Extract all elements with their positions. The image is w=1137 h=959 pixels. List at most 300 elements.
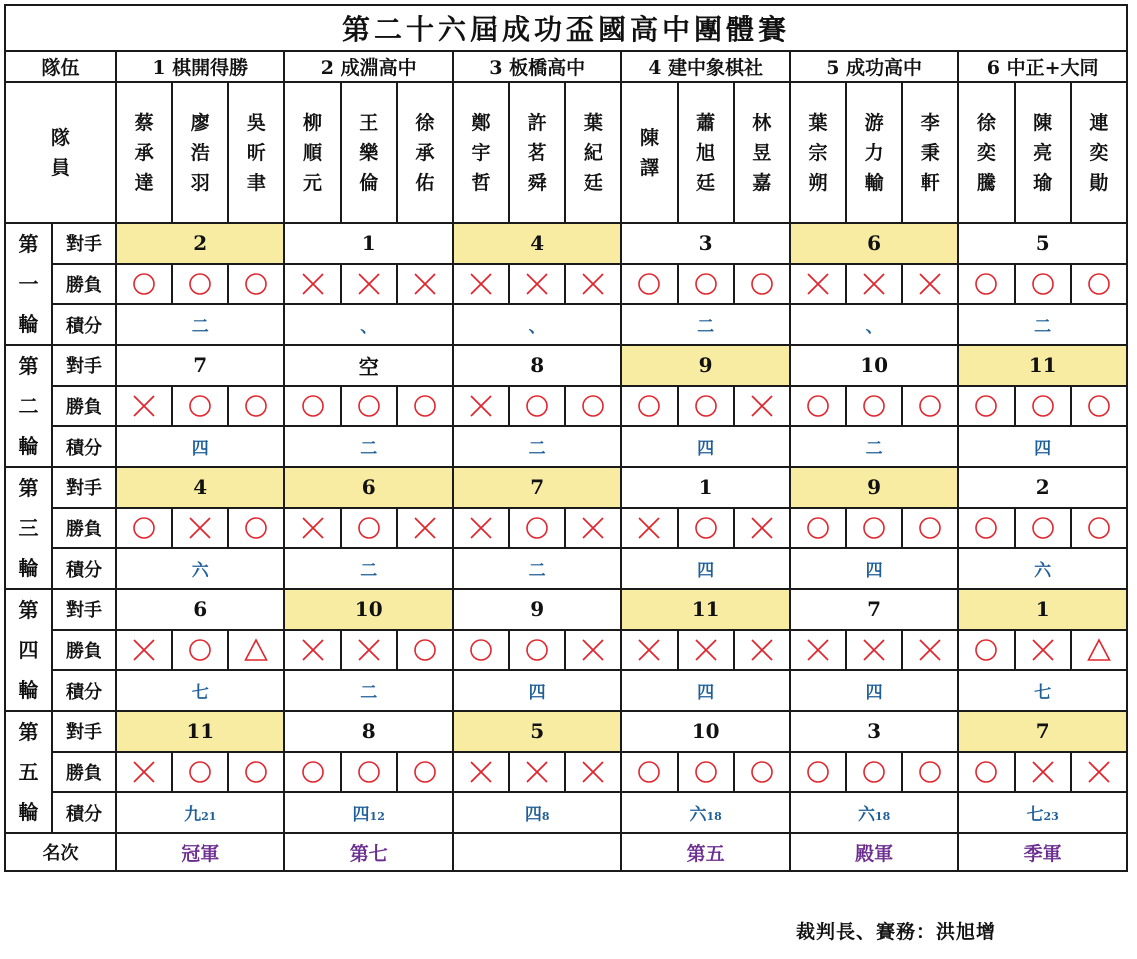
circle-icon <box>1031 272 1055 296</box>
player-name-char: 廷 <box>583 171 603 194</box>
result-cell <box>397 264 453 305</box>
points-cell <box>621 304 789 345</box>
points-value: 二 <box>528 561 546 582</box>
result-cell <box>509 386 565 427</box>
cross-icon <box>188 516 212 540</box>
result-cell <box>116 630 172 671</box>
opponent-cell: 7 <box>790 589 958 630</box>
player-name-char: 葉 <box>808 111 828 134</box>
player-name <box>397 82 453 223</box>
player-name-char: 瑜 <box>1033 171 1053 194</box>
points-cell <box>790 548 958 589</box>
opponent-cell: 5 <box>958 223 1127 264</box>
result-cell <box>621 386 677 427</box>
result-cell <box>902 630 958 671</box>
circle-icon <box>244 516 268 540</box>
result-label: 勝負 <box>52 752 116 793</box>
player-name-char: 李 <box>920 111 940 134</box>
result-cell <box>453 630 509 671</box>
points-value: 、 <box>360 317 378 338</box>
result-cell <box>172 264 228 305</box>
result-cell <box>228 508 284 549</box>
circle-icon <box>750 272 774 296</box>
player-name-char: 林 <box>752 111 772 134</box>
cross-icon <box>413 516 437 540</box>
player-name <box>958 82 1014 223</box>
circle-icon <box>1031 394 1055 418</box>
player-name-char: 舜 <box>527 171 547 194</box>
cross-icon <box>806 272 830 296</box>
opponent-cell: 10 <box>621 711 789 752</box>
points-cell <box>453 792 621 833</box>
points-value: 四 <box>1034 439 1052 460</box>
player-name-char: 聿 <box>246 171 266 194</box>
player-name-char: 達 <box>134 171 154 194</box>
opponent-cell: 6 <box>790 223 958 264</box>
result-cell <box>790 508 846 549</box>
circle-icon <box>862 516 886 540</box>
points-cell <box>453 670 621 711</box>
result-cell <box>228 386 284 427</box>
points-value: 四 <box>697 683 715 704</box>
points-value: 七 <box>1034 683 1052 704</box>
player-name-char: 茗 <box>527 141 547 164</box>
points-value: 二 <box>191 317 209 338</box>
points-value: 四 <box>352 805 370 826</box>
points-cell <box>958 304 1127 345</box>
points-cell <box>116 426 284 467</box>
circle-icon <box>974 516 998 540</box>
result-cell <box>958 508 1014 549</box>
circle-icon <box>357 760 381 784</box>
player-name <box>902 82 958 223</box>
points-value: 二 <box>1034 317 1052 338</box>
result-cell <box>341 386 397 427</box>
circle-icon <box>694 516 718 540</box>
points-cell <box>284 548 452 589</box>
player-name <box>228 82 284 223</box>
circle-icon <box>637 394 661 418</box>
circle-icon <box>862 394 886 418</box>
result-label: 勝負 <box>52 386 116 427</box>
result-cell <box>116 752 172 793</box>
opponent-cell: 8 <box>453 345 621 386</box>
player-name <box>172 82 228 223</box>
opponent-cell: 5 <box>453 711 621 752</box>
opponent-cell: 10 <box>284 589 452 630</box>
circle-icon <box>694 760 718 784</box>
cross-icon <box>581 272 605 296</box>
result-cell <box>958 264 1014 305</box>
points-value: 二 <box>360 683 378 704</box>
circle-icon <box>413 760 437 784</box>
opponent-cell: 1 <box>284 223 452 264</box>
points-value: 四 <box>697 561 715 582</box>
points-cell <box>958 426 1127 467</box>
opponent-label: 對手 <box>52 589 116 630</box>
cross-icon <box>132 394 156 418</box>
result-cell <box>228 264 284 305</box>
cross-icon <box>750 516 774 540</box>
rank-label: 名次 <box>5 833 116 871</box>
round-label-char: 第 <box>18 354 39 378</box>
circle-icon <box>694 272 718 296</box>
player-name <box>1071 82 1127 223</box>
points-subscore: 8 <box>541 810 550 824</box>
circle-icon <box>918 394 942 418</box>
result-cell <box>1015 630 1071 671</box>
result-cell <box>734 508 790 549</box>
circle-icon <box>974 394 998 418</box>
points-cell <box>790 670 958 711</box>
points-value: 二 <box>528 439 546 460</box>
opponent-cell: 4 <box>116 467 284 508</box>
result-cell <box>284 630 340 671</box>
points-cell <box>621 548 789 589</box>
points-cell <box>621 426 789 467</box>
result-cell <box>116 508 172 549</box>
result-cell <box>958 386 1014 427</box>
opponent-cell: 9 <box>621 345 789 386</box>
cross-icon <box>413 272 437 296</box>
player-name-char: 游 <box>864 111 884 134</box>
opponent-label: 對手 <box>52 223 116 264</box>
player-name-char: 徐 <box>415 111 435 134</box>
team-name: 6 中正+大同 <box>958 51 1127 82</box>
player-name-char: 浩 <box>190 141 210 164</box>
circle-icon <box>525 516 549 540</box>
result-cell <box>509 264 565 305</box>
round-label-char: 第 <box>18 476 39 500</box>
points-value: 七 <box>191 683 209 704</box>
result-cell <box>734 386 790 427</box>
cross-icon <box>357 638 381 662</box>
result-cell <box>509 508 565 549</box>
result-cell <box>1071 630 1127 671</box>
cross-icon <box>637 516 661 540</box>
points-cell <box>116 670 284 711</box>
round-label-char: 第 <box>18 720 39 744</box>
player-name-char: 承 <box>415 141 435 164</box>
result-cell <box>172 630 228 671</box>
opponent-cell: 7 <box>958 711 1127 752</box>
team-name: 3 板橋高中 <box>453 51 621 82</box>
result-cell <box>621 630 677 671</box>
opponent-cell: 3 <box>621 223 789 264</box>
circle-icon <box>132 272 156 296</box>
tournament-table <box>4 4 1128 872</box>
points-label: 積分 <box>52 548 116 589</box>
points-subscore: 23 <box>1043 810 1059 824</box>
points-cell <box>958 548 1127 589</box>
result-cell <box>341 264 397 305</box>
result-cell <box>1071 264 1127 305</box>
player-name-char: 吳 <box>246 111 266 134</box>
cross-icon <box>301 638 325 662</box>
points-value: 四 <box>524 805 542 826</box>
result-cell <box>341 630 397 671</box>
player-name-char: 紀 <box>583 141 603 164</box>
circle-icon <box>357 394 381 418</box>
round-label-char: 第 <box>18 598 39 622</box>
result-cell <box>172 752 228 793</box>
rank-cell: 第五 <box>621 833 789 871</box>
player-name <box>790 82 846 223</box>
points-subscore: 12 <box>369 810 385 824</box>
player-name-char: 鄭 <box>471 111 491 134</box>
player-name-char: 軒 <box>920 171 940 194</box>
player-name <box>453 82 509 223</box>
result-cell <box>734 752 790 793</box>
rank-cell: 冠軍 <box>116 833 284 871</box>
result-cell <box>846 264 902 305</box>
circle-icon <box>357 516 381 540</box>
triangle-icon <box>1087 638 1111 662</box>
opponent-cell: 8 <box>284 711 452 752</box>
result-cell <box>565 386 621 427</box>
circle-icon <box>637 760 661 784</box>
cross-icon <box>918 638 942 662</box>
cross-icon <box>581 516 605 540</box>
result-cell <box>116 264 172 305</box>
result-cell <box>1071 752 1127 793</box>
cross-icon <box>581 638 605 662</box>
result-cell <box>678 264 734 305</box>
result-cell <box>621 264 677 305</box>
cross-icon <box>525 760 549 784</box>
player-name-char: 連 <box>1089 111 1109 134</box>
result-cell <box>397 630 453 671</box>
player-name <box>565 82 621 223</box>
circle-icon <box>188 760 212 784</box>
player-name-char: 佑 <box>415 171 435 194</box>
circle-icon <box>244 272 268 296</box>
player-name <box>341 82 397 223</box>
round-label-char: 輪 <box>18 556 39 580</box>
cross-icon <box>1031 760 1055 784</box>
cross-icon <box>750 394 774 418</box>
result-cell <box>565 508 621 549</box>
circle-icon <box>244 394 268 418</box>
cross-icon <box>862 272 886 296</box>
circle-icon <box>525 638 549 662</box>
player-name-char: 蔡 <box>134 111 154 134</box>
round-label <box>5 711 52 833</box>
cross-icon <box>1087 760 1111 784</box>
cross-icon <box>132 638 156 662</box>
result-cell <box>341 508 397 549</box>
result-cell <box>228 630 284 671</box>
result-cell <box>397 386 453 427</box>
points-cell <box>453 548 621 589</box>
points-value: 、 <box>865 317 883 338</box>
player-name-char: 許 <box>527 111 547 134</box>
opponent-cell: 11 <box>621 589 789 630</box>
result-cell <box>284 264 340 305</box>
points-value: 四 <box>865 683 883 704</box>
result-cell <box>790 264 846 305</box>
circle-icon <box>694 394 718 418</box>
player-name-char: 旭 <box>696 141 716 164</box>
team-name: 2 成淵高中 <box>284 51 452 82</box>
points-value: 二 <box>360 561 378 582</box>
player-name-char: 奕 <box>976 141 996 164</box>
player-name-char: 輸 <box>864 171 884 194</box>
points-value: 四 <box>865 561 883 582</box>
points-value: 六 <box>191 561 209 582</box>
player-name-char: 徐 <box>976 111 996 134</box>
rank-cell: 第七 <box>284 833 452 871</box>
result-cell <box>509 752 565 793</box>
opponent-cell: 9 <box>790 467 958 508</box>
result-cell <box>116 386 172 427</box>
points-subscore: 21 <box>201 810 217 824</box>
circle-icon <box>806 516 830 540</box>
cross-icon <box>750 638 774 662</box>
player-name-char: 王 <box>359 111 379 134</box>
cross-icon <box>469 760 493 784</box>
opponent-cell: 4 <box>453 223 621 264</box>
result-cell <box>172 386 228 427</box>
circle-icon <box>806 760 830 784</box>
circle-icon <box>918 760 942 784</box>
points-label: 積分 <box>52 792 116 833</box>
result-cell <box>621 752 677 793</box>
circle-icon <box>974 760 998 784</box>
cross-icon <box>694 638 718 662</box>
round-label-char: 輪 <box>18 678 39 702</box>
result-cell <box>790 630 846 671</box>
result-cell <box>284 508 340 549</box>
player-name <box>509 82 565 223</box>
members-label-char: 隊 <box>50 126 70 149</box>
opponent-cell: 7 <box>453 467 621 508</box>
circle-icon <box>301 760 325 784</box>
player-name-char: 蕭 <box>696 111 716 134</box>
result-cell <box>453 508 509 549</box>
result-cell <box>790 752 846 793</box>
player-name-char: 勛 <box>1089 171 1109 194</box>
player-name-char: 元 <box>303 171 323 194</box>
player-name-char: 朔 <box>808 171 828 194</box>
result-cell <box>565 630 621 671</box>
result-cell <box>397 752 453 793</box>
cross-icon <box>862 638 886 662</box>
player-name-char: 廖 <box>190 111 210 134</box>
opponent-cell: 3 <box>790 711 958 752</box>
points-value: 二 <box>697 317 715 338</box>
player-name-char: 柳 <box>303 111 323 134</box>
circle-icon <box>1087 272 1111 296</box>
result-cell <box>565 752 621 793</box>
result-cell <box>846 508 902 549</box>
referee-credit: 裁判長、賽務：洪旭增 <box>796 921 997 943</box>
player-name-char: 羽 <box>190 171 210 194</box>
opponent-cell: 11 <box>958 345 1127 386</box>
points-subscore: 18 <box>706 810 722 824</box>
player-name <box>1015 82 1071 223</box>
cross-icon <box>469 516 493 540</box>
result-cell <box>1071 508 1127 549</box>
cross-icon <box>132 760 156 784</box>
circle-icon <box>1087 394 1111 418</box>
player-name <box>678 82 734 223</box>
points-value: 四 <box>191 439 209 460</box>
page-title: 第二十六屆成功盃國高中團體賽 <box>5 5 1127 51</box>
player-name-char: 昕 <box>246 141 266 164</box>
circle-icon <box>1087 516 1111 540</box>
points-label: 積分 <box>52 304 116 345</box>
points-cell <box>284 792 452 833</box>
members-label <box>5 82 116 223</box>
points-value: 二 <box>360 439 378 460</box>
points-label: 積分 <box>52 670 116 711</box>
points-cell <box>790 426 958 467</box>
points-label: 積分 <box>52 426 116 467</box>
player-name-char: 廷 <box>696 171 716 194</box>
result-cell <box>958 752 1014 793</box>
circle-icon <box>581 394 605 418</box>
round-label-char: 三 <box>18 516 39 540</box>
result-cell <box>1015 752 1071 793</box>
opponent-label: 對手 <box>52 711 116 752</box>
result-cell <box>678 630 734 671</box>
result-cell <box>678 508 734 549</box>
points-subscore: 18 <box>874 810 891 824</box>
points-cell <box>453 304 621 345</box>
opponent-cell: 6 <box>116 589 284 630</box>
cross-icon <box>525 272 549 296</box>
result-cell <box>284 752 340 793</box>
player-name-char: 宇 <box>471 141 491 164</box>
result-cell <box>846 386 902 427</box>
points-cell <box>958 792 1127 833</box>
circle-icon <box>918 516 942 540</box>
opponent-cell: 2 <box>116 223 284 264</box>
cross-icon <box>301 272 325 296</box>
round-label-char: 一 <box>18 272 39 296</box>
cross-icon <box>918 272 942 296</box>
team-name: 5 成功高中 <box>790 51 958 82</box>
rank-cell <box>453 833 621 871</box>
opponent-label: 對手 <box>52 345 116 386</box>
points-cell <box>284 304 452 345</box>
player-name-char: 秉 <box>920 141 940 164</box>
result-cell <box>790 386 846 427</box>
player-name-char: 樂 <box>359 141 379 164</box>
player-name <box>846 82 902 223</box>
player-name <box>734 82 790 223</box>
circle-icon <box>974 638 998 662</box>
result-cell <box>734 264 790 305</box>
circle-icon <box>188 272 212 296</box>
points-value: 、 <box>528 317 546 338</box>
result-cell <box>397 508 453 549</box>
player-name <box>284 82 340 223</box>
result-cell <box>902 508 958 549</box>
result-cell <box>565 264 621 305</box>
round-label <box>5 467 52 589</box>
result-cell <box>678 386 734 427</box>
points-value: 六 <box>689 805 707 826</box>
circle-icon <box>188 638 212 662</box>
player-name-char: 力 <box>864 141 884 164</box>
points-cell <box>790 304 958 345</box>
circle-icon <box>525 394 549 418</box>
points-cell <box>116 792 284 833</box>
player-name <box>116 82 172 223</box>
circle-icon <box>413 394 437 418</box>
